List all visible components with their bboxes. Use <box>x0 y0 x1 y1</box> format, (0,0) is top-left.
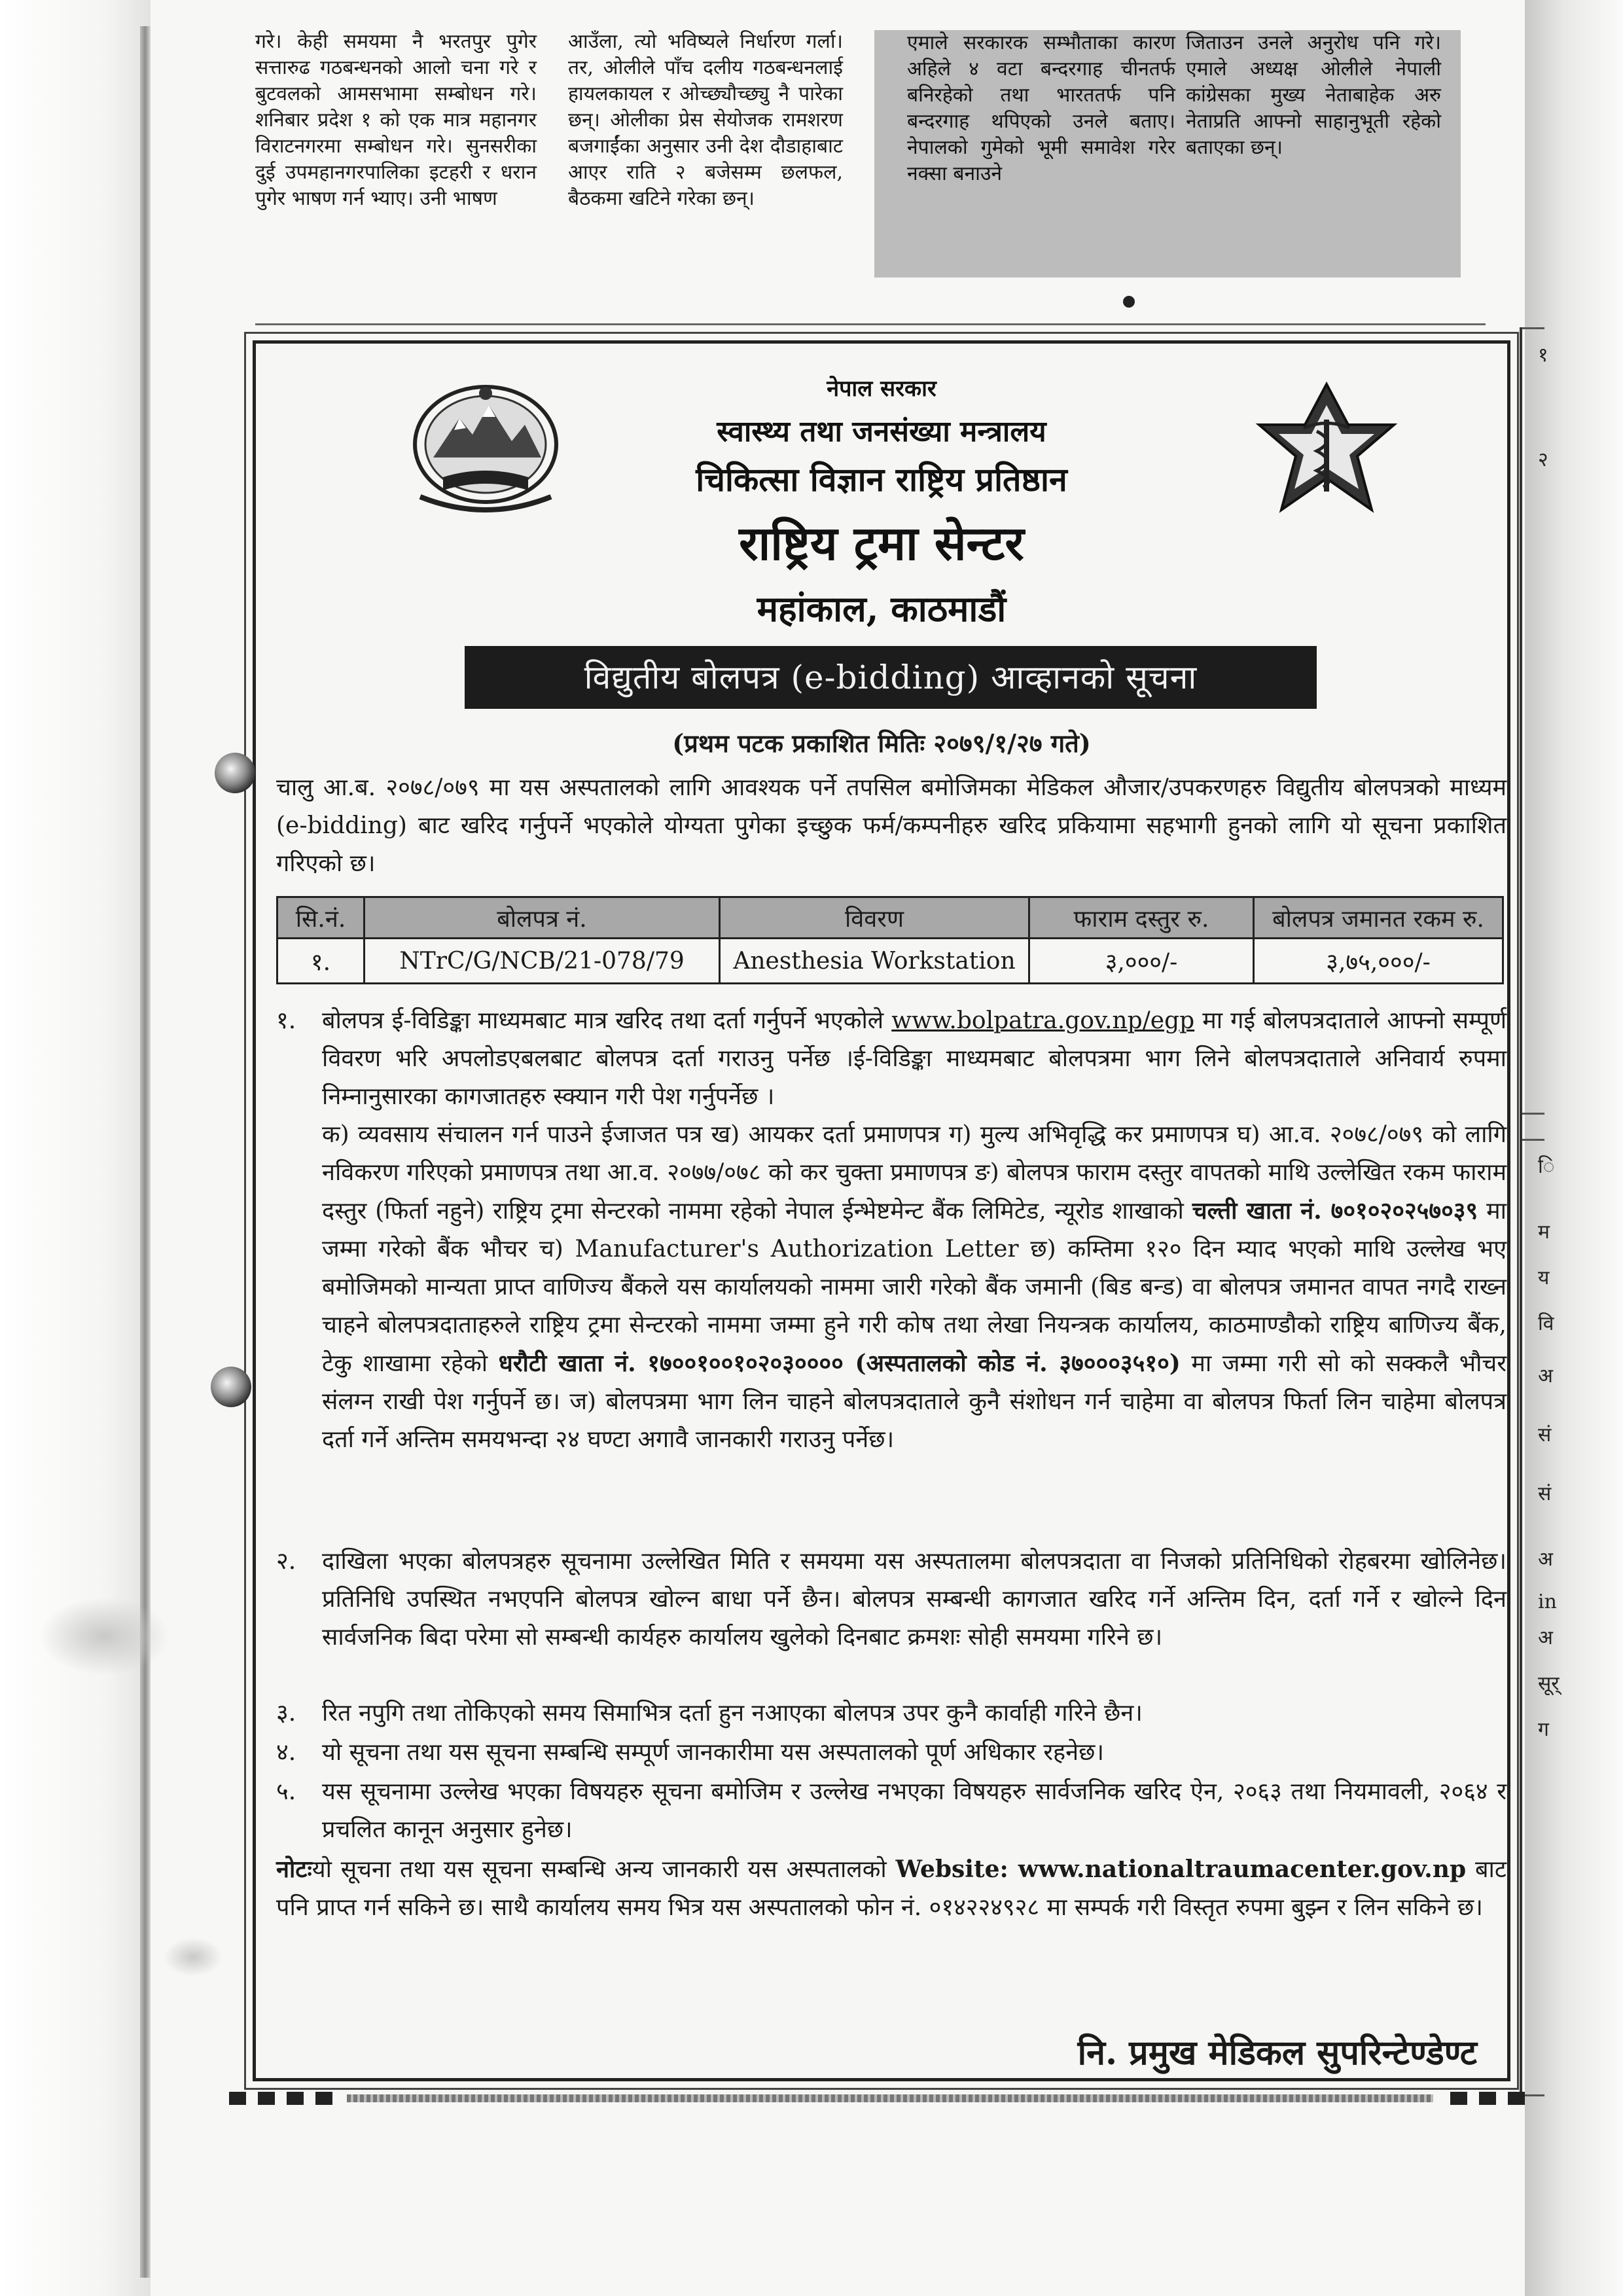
adjacent-column-glyph: in <box>1538 1590 1557 1613</box>
condition-item-5 <box>276 1773 1507 1849</box>
documents-text-b: मा जम्मा गरेको बैंक भौचर च) Manufacturer's Authorization Letter छ) कम्तिमा १२० दिन म्याद भएको माथि उल्लेख भए बमोजिमको मान्यता प्राप्त वाणिज्य बैंकले यस कार्यालयको नाममा जारी गरेको बैंक जमानी (बिड बन्ड) वा बोलपत्र जमानत वापत नगदै राख्न चाहने बोलपत्रदाताहरुले राष्ट्रिय ट्रमा सेन्टरको नाममा जम्मा हुने गरी कोष तथा लेखा नियन्त्रक कार्यालय, काठमाण्डौको राष्ट्रिय बाणिज्य बैंक, टेकु शाखामा रहेको <box>322 1198 1507 1377</box>
col-header-bid-security: बोलपत्र जमानत रकम रु. <box>1254 897 1503 939</box>
condition-item-4 <box>276 1734 1507 1772</box>
gov-name: नेपाल सरकार <box>827 376 936 402</box>
adjacent-column-glyph: सूर् <box>1538 1672 1560 1695</box>
item-number: ४. <box>276 1739 296 1766</box>
adjacent-column-glyph: १ <box>1538 344 1548 367</box>
notice-intro <box>276 769 1507 883</box>
ink-dot <box>1123 296 1135 308</box>
note-label: नोटः <box>276 1856 312 1883</box>
item-4-text: यो सूचना तथा यस सूचना सम्बन्धि सम्पूर्ण जानकारीमा यस अस्पतालको पूर्ण अधिकार रहनेछ। <box>322 1739 1105 1766</box>
item-3-text: रित नपुगि तथा तोकिएको समय सिमाभित्र दर्ता हुन नआएका बोलपत्र उपर कुनै कार्वाही गरिने छैन। <box>322 1700 1143 1727</box>
publication-date: (प्रथम पटक प्रकाशित मितिः २०७९/१/२७ गते) <box>672 728 1091 758</box>
cell-description: Anesthesia Workstation <box>720 939 1029 984</box>
adjacent-column-glyph: म <box>1538 1221 1550 1244</box>
website-link[interactable]: Website: www.nationaltraumacenter.gov.np <box>895 1856 1467 1883</box>
documents-text-c: मा जम्मा गरी सो को सक्कलै भौचर संलग्न राखी पेश गर्नुपर्ने छ। ज) बोलपत्रमा भाग लिन चाहने बोलपत्रदाताले कुनै संशोधन गर्न चाहेमा वा बोलपत्र फिर्ता लिन चाहेमा बोलपत्र दर्ता गर्ने अन्तिम समयभन्दा २४ घण्टा अगावै जानकारी गराउनु पर्नेछ। <box>322 1350 1507 1453</box>
col-header-serial: सि.नं. <box>277 897 365 939</box>
item-1-text-pre: बोलपत्र ई-विडिङ्का माध्यमबाट मात्र खरिद तथा दर्ता गर्नुपर्ने भएकोले <box>322 1007 892 1034</box>
adjacent-column-glyph: अ <box>1538 1626 1553 1649</box>
adjacent-column-glyph: य <box>1538 1266 1550 1289</box>
pushpin-icon <box>211 1367 251 1407</box>
cell-bid-security: ३,७५,०००/- <box>1254 939 1503 984</box>
pushpin-icon <box>215 753 255 793</box>
news-column-4-text: जिताउन उनले अनुरोध पनि गरे। एमाले अध्यक्ष ओलीले नेपाली कांग्रेसका मुख्य नेताबाहेक अरु नेताप्रति आफ्नो साहानुभूती रहेको बताएका छन्। <box>1186 31 1441 159</box>
condition-item-3 <box>276 1695 1507 1732</box>
condition-item-1-documents <box>276 1116 1507 1459</box>
cell-form-fee: ३,०००/- <box>1029 939 1254 984</box>
page-fold-shadow <box>140 26 151 2278</box>
scan-smudge <box>164 1937 223 1977</box>
scan-left-margin <box>0 0 151 2296</box>
item-number: २. <box>276 1548 296 1575</box>
bolpatra-link[interactable]: www.bolpatra.gov.np/egp <box>891 1007 1195 1034</box>
footer-decorative-bar <box>229 2092 1538 2106</box>
signature-title: नि. प्रमुख मेडिकल सुपरिन्टेण्डेण्ट <box>1077 2033 1477 2073</box>
ministry-name: स्वास्थ्य तथा जनसंख्या मन्त्रालय <box>717 415 1046 448</box>
current-account-number: चल्ती खाता नं. ७०१०२०२५७०३९ <box>1192 1197 1478 1225</box>
tender-table <box>276 896 1504 984</box>
condition-item-1 <box>276 1002 1507 1116</box>
note-text-post: बाट पनि प्राप्त गर्न सकिने छ। साथै कार्यालय समय भित्र यस अस्पतालको फोन नं. ०१४२२४९२८ मा सम्पर्क गरी विस्तृत रुपमा बुझ्न र लिन सकिने छ। <box>276 1856 1507 1921</box>
deposit-account-number: धरौटी खाता नं. १७००१००१०२०३०००० (अस्पतालको कोड नं. ३७०००३५१०) <box>498 1350 1181 1377</box>
item-5-text: यस सूचनामा उल्लेख भएका विषयहरु सूचना बमोजिम र उल्लेख नभएका विषयहरु सार्वजनिक खरिद ऐन, २०६३ तथा नियमावली, २०६४ र प्रचलित कानून अनुसार हुनेछ। <box>322 1778 1507 1843</box>
cell-bid-no: NTrC/G/NCB/21-078/79 <box>365 939 720 984</box>
item-number: ३. <box>276 1700 296 1727</box>
center-location: महांकाल, काठमाडौं <box>757 588 1007 630</box>
col-header-description: विवरण <box>720 897 1029 939</box>
scan-smudge <box>39 1597 170 1676</box>
adjacent-column-glyph: वि <box>1538 1312 1554 1335</box>
item-number: ५. <box>276 1778 296 1805</box>
item-2-text: दाखिला भएका बोलपत्रहरु सूचनामा उल्लेखित मिति र समयमा यस अस्पतालमा बोलपत्रदाता वा निजको प्रतिनिधिको रोहबरमा खोलिनेछ।प्रतिनिधि उपस्थित नभएपनि बोलपत्र खोल्न बाधा पर्ने छैन। बोलपत्र सम्बन्धी कागजात खरिद गर्ने अन्तिम दिन, दर्ता गर्ने र खोल्ने दिन सार्वजनिक बिदा परेमा सो सम्बन्धी कार्यहरु कार्यालय खुलेको दिनबाट क्रमशः सोही समयमा गरिने छ। <box>322 1548 1507 1651</box>
adjacent-column-glyph: अ <box>1538 1365 1553 1388</box>
center-name: राष्ट्रिय ट्रमा सेन्टर <box>739 515 1024 571</box>
adjacent-column-glyph: २ <box>1538 448 1548 471</box>
note-text-pre: यो सूचना तथा यस सूचना सम्बन्धि अन्य जानकारी यस अस्पतालको <box>312 1856 896 1883</box>
tender-table-header-row <box>277 897 1503 939</box>
notice-intro-text: चालु आ.ब. २०७८/०७९ मा यस अस्पतालको लागि आवश्यक पर्ने तपसिल बमोजिमका मेडिकल औजार/उपकरणहरु विद्युतीय बोलपत्रको माध्यम (e-bidding) बाट खरिद गर्नुपर्ने भएकोले योग्यता पुगेका इच्छुक फर्म/कम्पनीहरु खरिद प्रकियामा सहभागी हुनको लागि यो सूचना प्रकाशित गरिएको छ। <box>276 774 1507 877</box>
news-column-2 <box>568 29 843 212</box>
col-header-form-fee: फाराम दस्तुर रु. <box>1029 897 1254 939</box>
news-column-3-text: एमाले सरकारक सम्भौताका कारण अहिले ४ वटा बन्दरगाह चीनतर्फ बनिरहेको तथा भारततर्फ पनि बन्दरगाह थपिएको उनले बताए। नेपालको गुमेको भूमी समावेश गरेर नक्सा बनाउने <box>907 31 1175 185</box>
documents-text-a: क) व्यवसाय संचालन गर्न पाउने ईजाजत पत्र ख) आयकर दर्ता प्रमाणपत्र ग) मुल्य अभिवृद्धि कर प्रमाणपत्र घ) आ.व. २०७८/०७९ को लागि नविकरण गरिएको प्रमाणपत्र तथा आ.व. २०७७/०७८ को कर चुक्ता प्रमाणपत्र ङ) बोलपत्र फाराम दस्तुर वापतको माथि उल्लेखित रकम फाराम दस्तुर (फिर्ता नहुने) राष्ट्रिय ट्रमा सेन्टरको नाममा रहेको नेपाल ईन्भेष्टमेन्ट बैंक लिमिटेड, न्यूरोड शाखाको <box>322 1121 1507 1225</box>
adjacent-column-glyph: सं <box>1538 1482 1552 1505</box>
institute-name: चिकित्सा विज्ञान राष्ट्रिय प्रतिष्ठान <box>696 460 1067 499</box>
notice-note <box>276 1850 1507 1927</box>
col-header-bid-no: बोलपत्र नं. <box>365 897 720 939</box>
cell-serial: १. <box>277 939 365 984</box>
table-row <box>277 939 1503 984</box>
item-1-text-post: मा गई बोलपत्रदाताले आफ्नो सम्पूर्ण विवरण भरि अपलोडएबलबाट बोलपत्र दर्ता गराउनु पर्नेछ ।ई-विडिङ्का माध्यमबाट बोलपत्रमा भाग लिने बोलपत्रदाताले अनिवार्य रुपमा निम्नानुसारका कागजातहरु स्क्यान गरी पेश गर्नुपर्नेछ । <box>322 1007 1507 1110</box>
adjacent-column-glyph: ि <box>1538 1155 1555 1178</box>
news-column-4 <box>1186 30 1441 161</box>
condition-item-2 <box>276 1543 1507 1657</box>
adjacent-column-glyph: ग <box>1538 1718 1549 1741</box>
column-divider-rule <box>255 323 1486 325</box>
news-column-3 <box>907 30 1175 187</box>
adjacent-column-glyph: सं <box>1538 1424 1552 1446</box>
adjacent-column-glyph: अ <box>1538 1548 1553 1571</box>
tender-notice <box>253 340 1510 2081</box>
news-column-1-text: गरे। केही समयमा नै भरतपुर पुगेर सत्तारुढ गठबन्धनको आलो चना गरे र बुटवलको आमसभामा सम्बोधन गरे। शनिबार प्रदेश १ को एक मात्र महानगर विराटनगरमा सम्बोधन गरे। सुनसरीका दुई उपमहानगरपालिका इटहरी र धरान पुगेर भाषण गर्न भ्याए। उनी भाषण <box>255 30 537 210</box>
notice-title: विद्युतीय बोलपत्र (e-bidding) आव्हानको सूचना <box>465 646 1317 709</box>
adjacent-column-strip <box>1520 327 1560 2094</box>
news-column-2-text: आउँला, त्यो भविष्यले निर्धारण गर्ला। तर, ओलीले पाँच दलीय गठबन्धनलाई हायलकायल र ओच्छ्यौच्छ्यु नै पारेका छन्। ओलीका प्रेस सेयोजक रामशरण बजगाईंका अनुसार उनी देश दौडाहाबाट आएर राति २ बजेसम्म छलफल, बैठकमा खटिने गरेका छन्। <box>568 30 843 210</box>
item-number: १. <box>276 1007 296 1034</box>
news-column-1 <box>255 29 537 212</box>
